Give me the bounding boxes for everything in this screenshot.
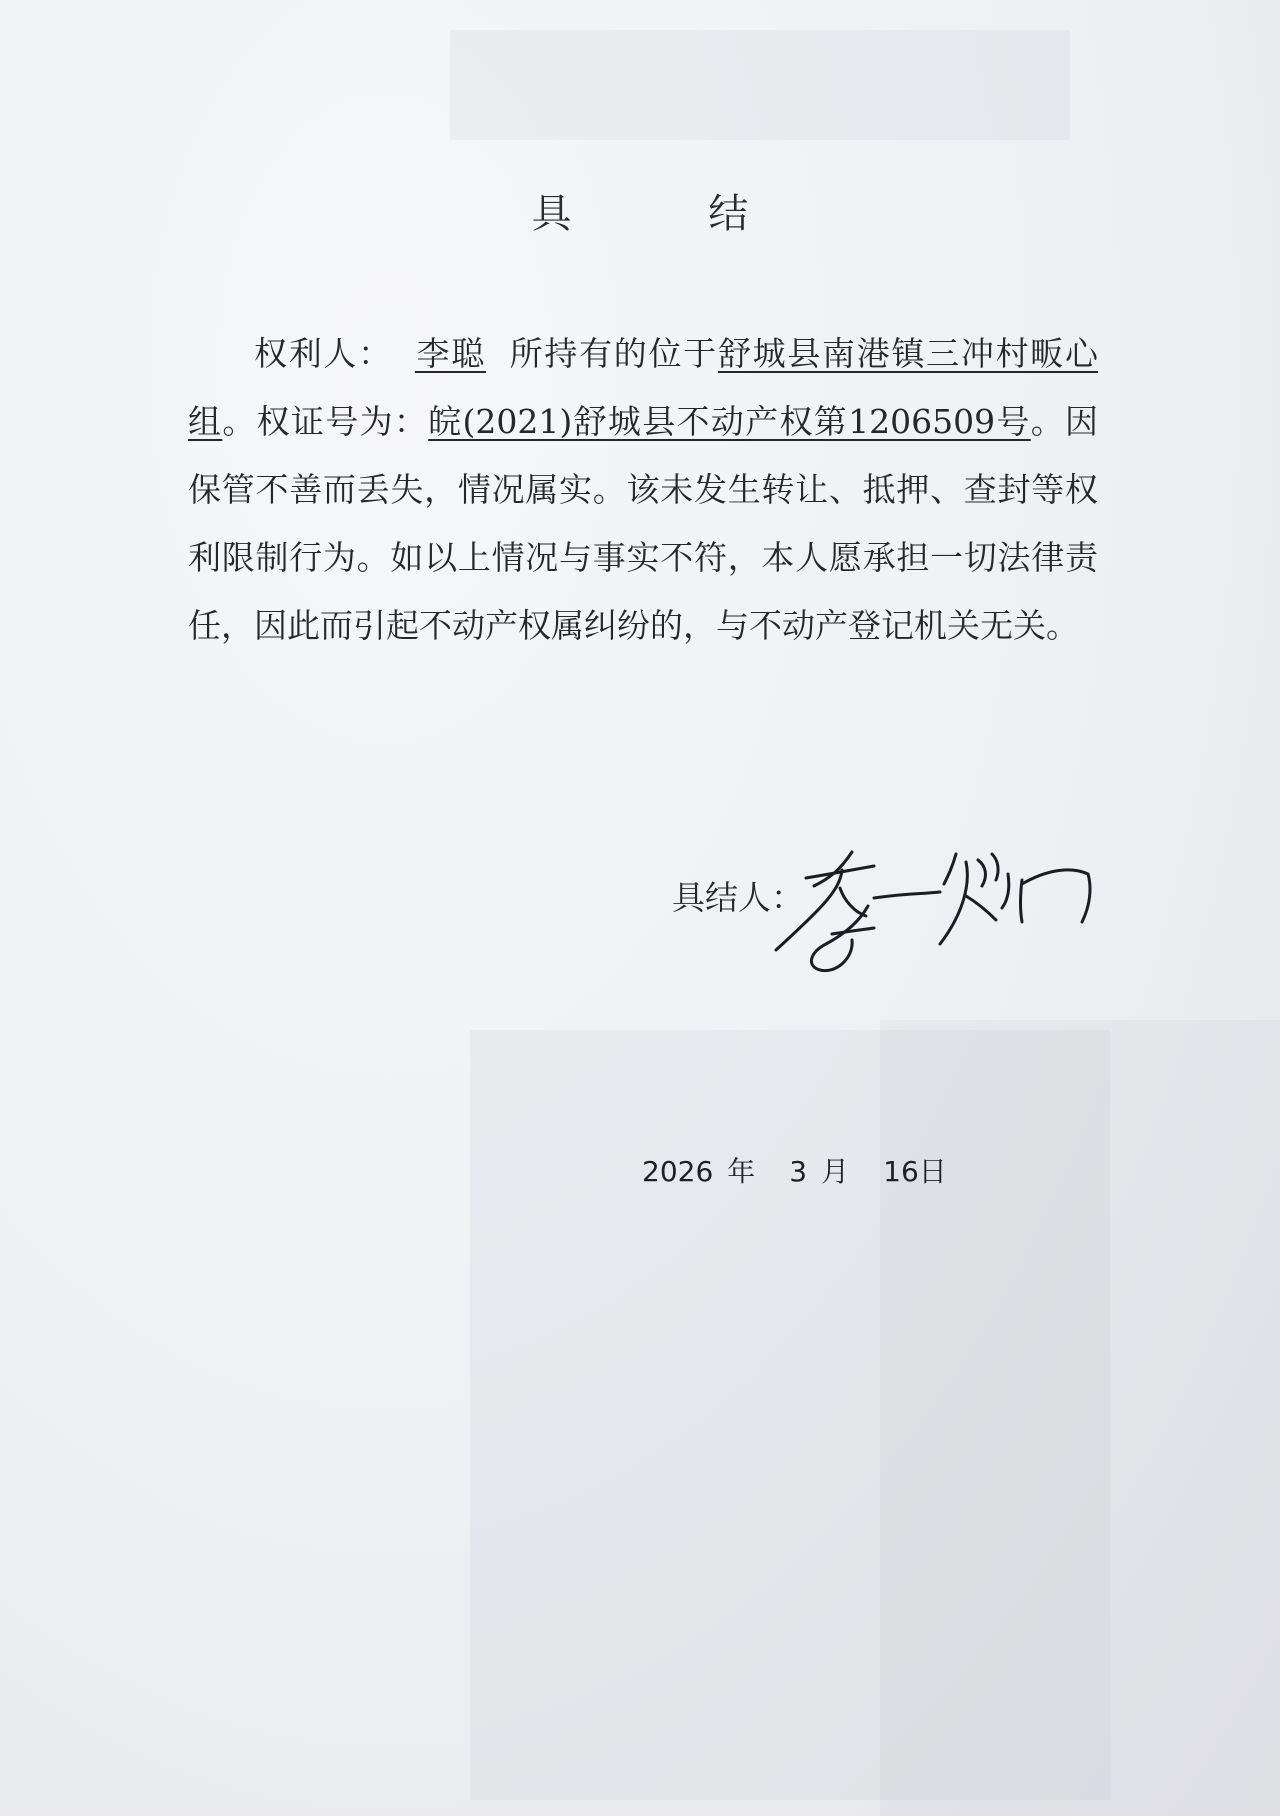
owner-name: 李聪 (414, 334, 486, 373)
bleed-through-line (190, 685, 766, 729)
statement-paragraph (188, 320, 1098, 660)
statement-rest: 。因保管不善而丢失，情况属实。该未发生转让、抵押、查封等权利限制行为。如以上情况与事实不符，本人愿承担一切法律责任，因此而引起不动产权属纠纷的，与不动产登记机关无关。 (188, 402, 1099, 645)
bleed-through-shadow (880, 1020, 1280, 1816)
date-line (642, 1150, 947, 1190)
date-day-unit: 日 (918, 1155, 947, 1188)
cert-label: 。权证号为： (222, 402, 429, 441)
signer-label: 具结人： (672, 878, 804, 917)
certificate-number: 皖(2021)舒城县不动产权第1206509号 (428, 402, 1031, 441)
date-year-unit: 年 (727, 1155, 756, 1188)
date-day: 16 (883, 1155, 919, 1188)
date-month-unit: 月 (821, 1155, 850, 1188)
date-month: 3 (789, 1155, 808, 1188)
held-text: 所持有的位于 (507, 334, 718, 373)
property-location: 舒城县南港镇三冲村畈心组 (188, 334, 1099, 441)
bleed-through-shadow (450, 30, 1070, 140)
owner-label: 权利人： (254, 334, 393, 373)
handwritten-signature (770, 840, 1100, 980)
document-title: 具 结 (531, 191, 811, 237)
date-year: 2026 (642, 1155, 714, 1188)
